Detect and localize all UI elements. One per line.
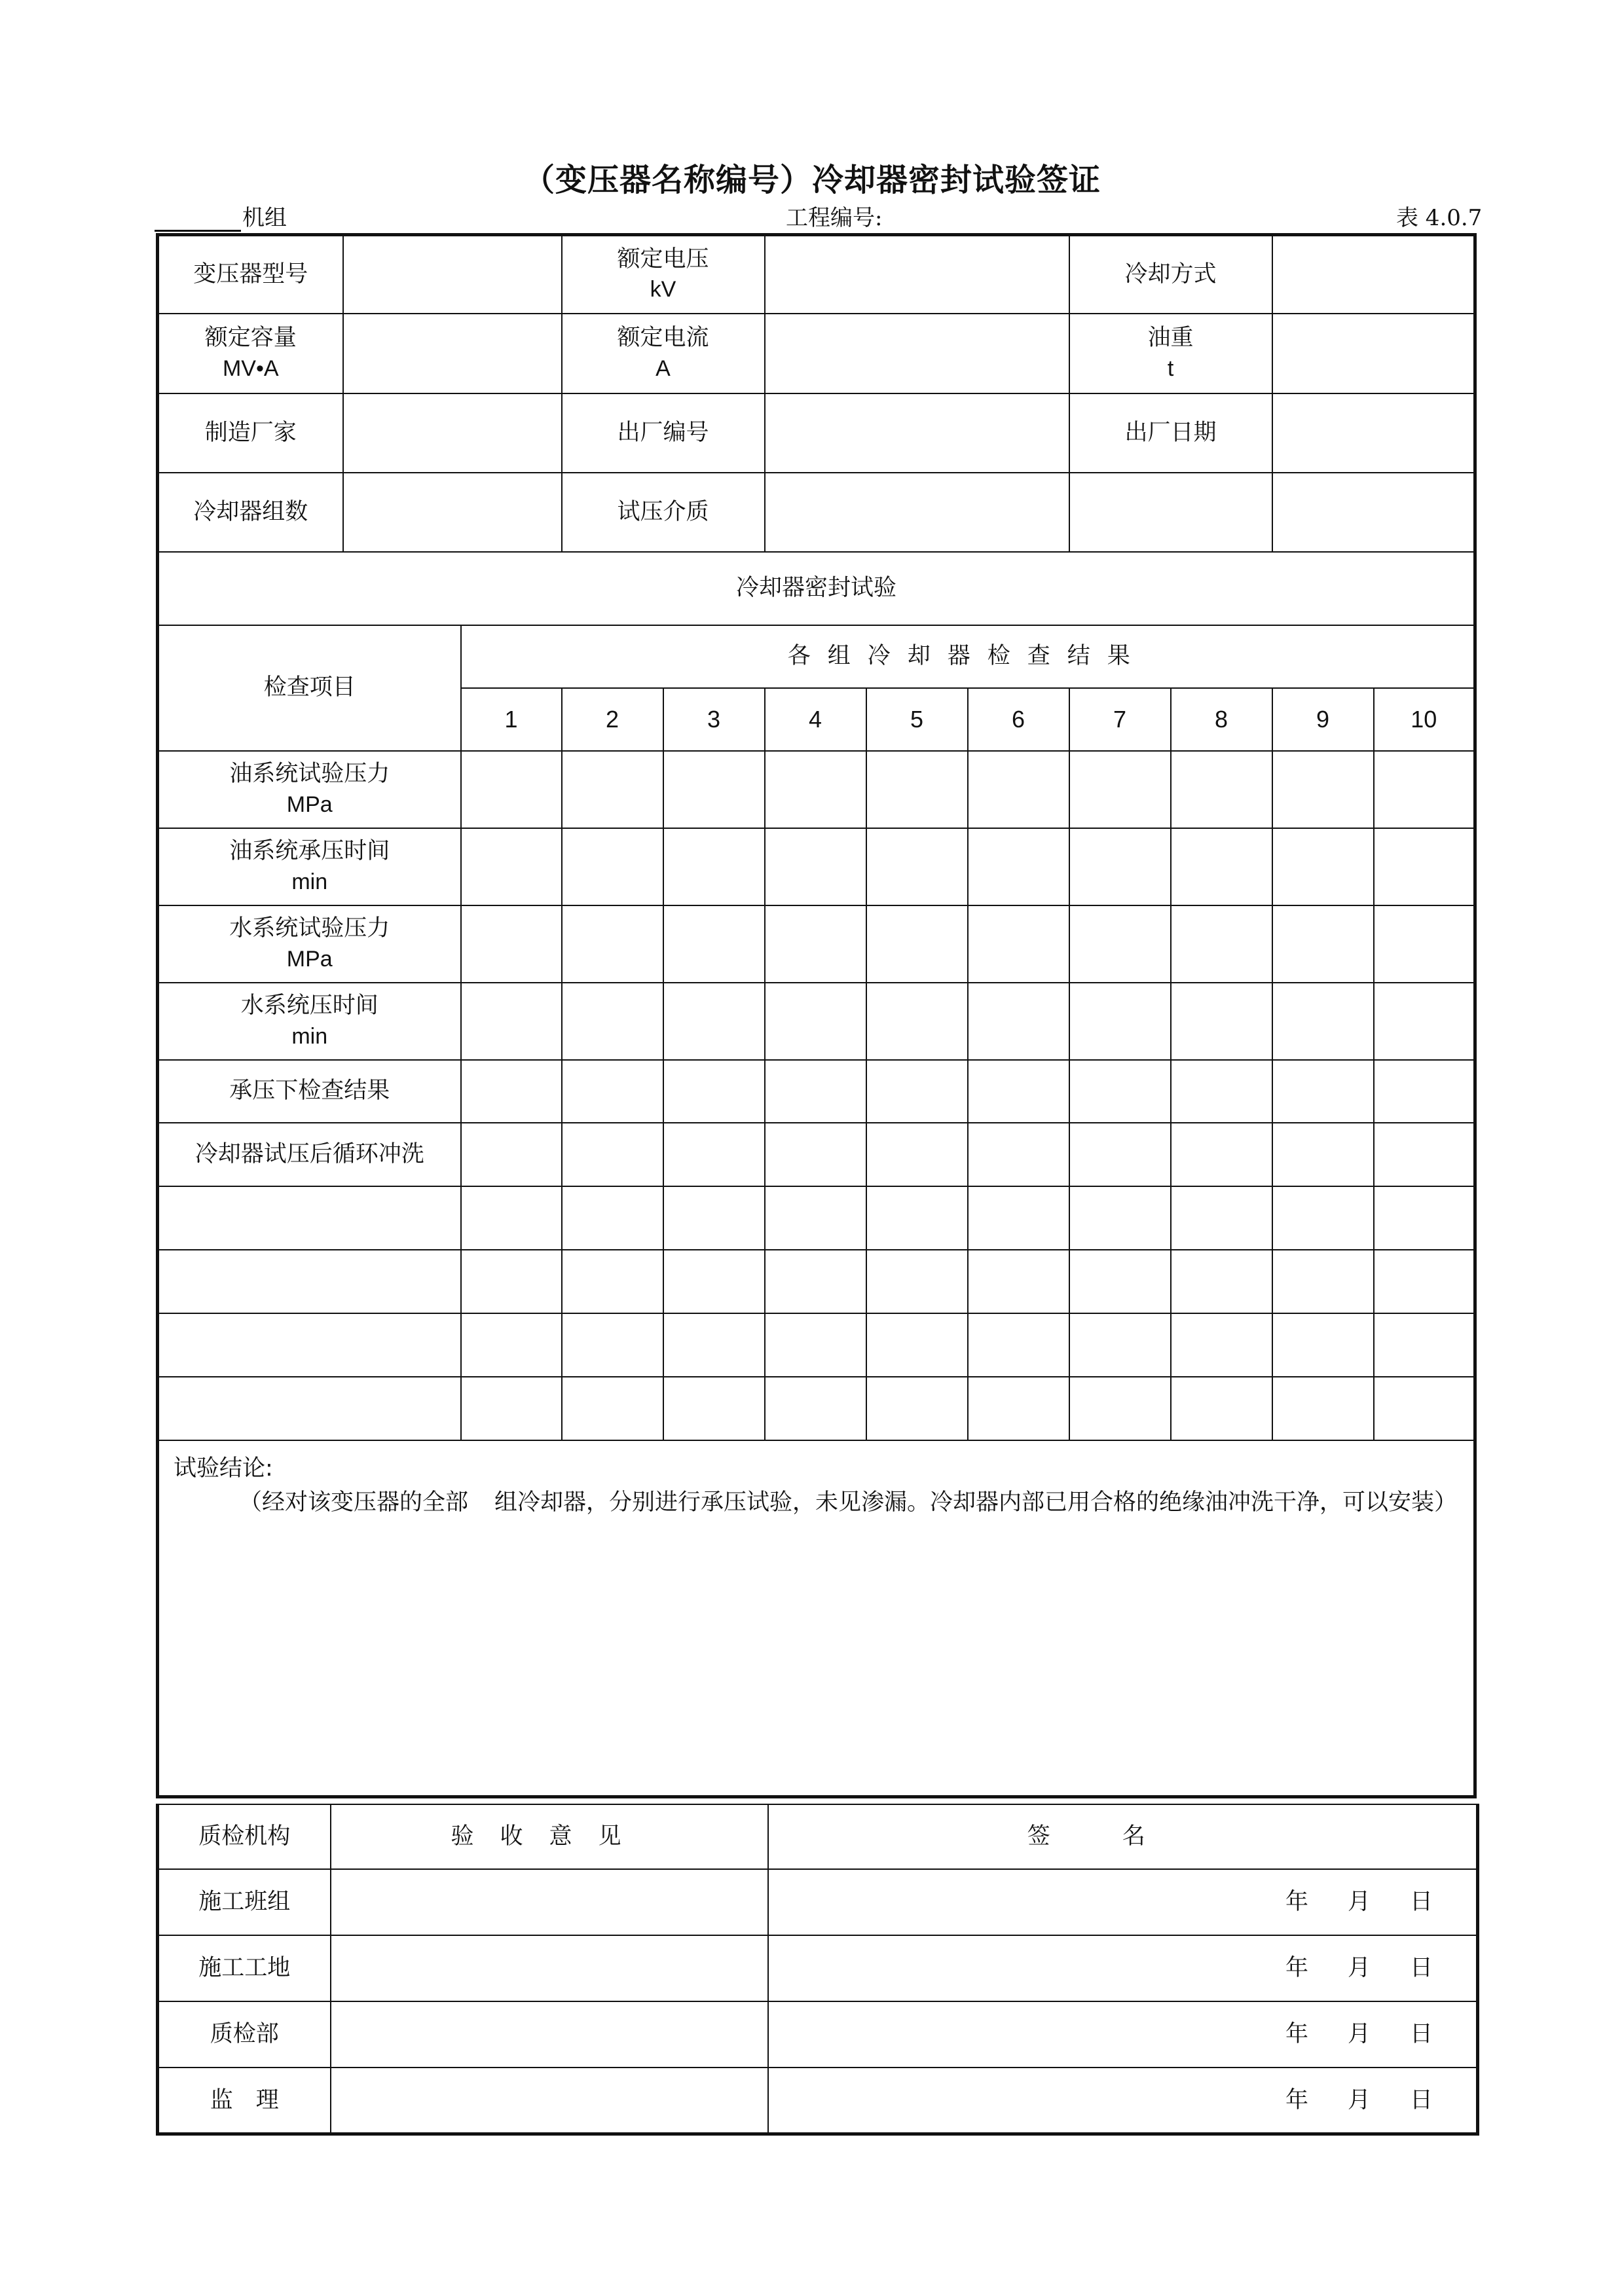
- result-cell[interactable]: [968, 1313, 1069, 1377]
- table-row: [158, 905, 1475, 983]
- row-label-text: 油系统承压时间: [229, 838, 390, 865]
- result-cell[interactable]: [562, 1060, 663, 1123]
- result-cell[interactable]: [562, 1313, 663, 1377]
- rated-voltage-unit: kV: [650, 277, 676, 302]
- result-cell[interactable]: [663, 1313, 765, 1377]
- rated-current-label: [562, 314, 765, 393]
- date-year: 年: [1285, 1889, 1308, 1916]
- table-row: [158, 1123, 1475, 1186]
- result-cell[interactable]: [562, 905, 663, 983]
- result-cell[interactable]: [461, 905, 562, 983]
- result-cell[interactable]: [1374, 905, 1475, 983]
- result-cell[interactable]: [461, 1377, 562, 1440]
- row-label-text: 水系统试验压力: [229, 915, 390, 942]
- result-cell[interactable]: [1272, 1377, 1374, 1440]
- signoff-row: [158, 1869, 1478, 1935]
- manufacture-date-value[interactable]: [1272, 393, 1475, 473]
- results-header-row: [158, 625, 1475, 688]
- result-cell[interactable]: [968, 983, 1069, 1060]
- unit-suffix: 机组: [242, 205, 287, 231]
- result-cell[interactable]: [663, 828, 765, 905]
- result-cell[interactable]: [1069, 1060, 1171, 1123]
- result-cell[interactable]: [663, 1123, 765, 1186]
- date-year: 年: [1285, 2086, 1308, 2113]
- info-row: [158, 473, 1475, 552]
- extra-cell[interactable]: [1272, 473, 1475, 552]
- opinion-cell[interactable]: [331, 1935, 768, 2001]
- row-label: 冷却器试压后循环冲洗: [158, 1123, 461, 1186]
- result-cell[interactable]: [1069, 1250, 1171, 1313]
- result-cell[interactable]: [1069, 828, 1171, 905]
- result-cell[interactable]: [461, 1250, 562, 1313]
- result-cell[interactable]: [1374, 828, 1475, 905]
- rated-capacity-label: [158, 314, 343, 393]
- check-item-header: 检查项目: [158, 625, 461, 751]
- row-label-text: 水系统压时间: [240, 993, 378, 1019]
- date-day: 日: [1409, 1955, 1433, 1982]
- result-cell[interactable]: [663, 1377, 765, 1440]
- result-cell[interactable]: [765, 1377, 866, 1440]
- conclusion-text-a: （经对该变压器的全部: [239, 1489, 469, 1516]
- result-cell[interactable]: [1171, 828, 1272, 905]
- result-cell[interactable]: [663, 983, 765, 1060]
- result-cell[interactable]: [1171, 1186, 1272, 1250]
- result-cell[interactable]: [1171, 751, 1272, 828]
- result-cell[interactable]: [562, 1377, 663, 1440]
- org-label: 监 理: [158, 2068, 331, 2134]
- result-cell[interactable]: [1374, 1313, 1475, 1377]
- conclusion-label: 试验结论:: [174, 1455, 273, 1482]
- conclusion-cell[interactable]: [158, 1440, 1475, 1797]
- result-cell[interactable]: [1171, 1377, 1272, 1440]
- result-cell[interactable]: [1272, 1250, 1374, 1313]
- result-cell[interactable]: [765, 1123, 866, 1186]
- result-cell[interactable]: [1069, 905, 1171, 983]
- result-cell[interactable]: [1272, 1123, 1374, 1186]
- result-cell[interactable]: [562, 1123, 663, 1186]
- opinion-cell[interactable]: [331, 1869, 768, 1935]
- result-cell[interactable]: [461, 1123, 562, 1186]
- transformer-model-value[interactable]: [343, 235, 562, 314]
- row-label: [158, 751, 461, 828]
- cooler-groups-value[interactable]: [343, 473, 562, 552]
- result-cell[interactable]: [1171, 905, 1272, 983]
- result-cell[interactable]: [461, 1186, 562, 1250]
- serial-no-label: 出厂编号: [562, 393, 765, 473]
- result-cell[interactable]: [765, 751, 866, 828]
- manufacturer-value[interactable]: [343, 393, 562, 473]
- column-number: 1: [461, 688, 562, 751]
- result-cell[interactable]: [663, 751, 765, 828]
- conclusion-row: [158, 1440, 1475, 1797]
- date-month: 月: [1347, 2021, 1371, 2048]
- row-label: [158, 983, 461, 1060]
- result-cell[interactable]: [866, 1186, 968, 1250]
- org-label: 施工班组: [158, 1869, 331, 1935]
- rated-current-value[interactable]: [765, 314, 1069, 393]
- oil-weight-label: [1069, 314, 1272, 393]
- result-cell[interactable]: [1171, 1060, 1272, 1123]
- result-cell[interactable]: [1374, 1123, 1475, 1186]
- info-row: [158, 314, 1475, 393]
- table-row-empty: [158, 1313, 1475, 1377]
- result-cell[interactable]: [663, 1060, 765, 1123]
- row-unit: MPa: [286, 792, 333, 817]
- row-label: 承压下检查结果: [158, 1060, 461, 1123]
- column-number: 4: [765, 688, 866, 751]
- table-row: [158, 983, 1475, 1060]
- result-cell[interactable]: [968, 1123, 1069, 1186]
- column-number: 8: [1171, 688, 1272, 751]
- signoff-row: [158, 2001, 1478, 2068]
- result-cell[interactable]: [1272, 905, 1374, 983]
- column-number: 6: [968, 688, 1069, 751]
- result-cell[interactable]: [663, 1250, 765, 1313]
- result-cell[interactable]: [1171, 1313, 1272, 1377]
- row-label: [158, 828, 461, 905]
- result-cell[interactable]: [1069, 1313, 1171, 1377]
- results-header: 各组冷却器检查结果: [461, 625, 1475, 688]
- result-cell[interactable]: [765, 1186, 866, 1250]
- signature-cell[interactable]: [768, 2001, 1478, 2068]
- result-cell[interactable]: [461, 751, 562, 828]
- info-row: [158, 393, 1475, 473]
- opinion-cell[interactable]: [331, 2001, 768, 2068]
- result-cell[interactable]: [562, 1186, 663, 1250]
- result-cell[interactable]: [866, 1313, 968, 1377]
- org-header: 质检机构: [158, 1804, 331, 1869]
- row-unit: min: [291, 869, 328, 894]
- result-cell[interactable]: [968, 828, 1069, 905]
- rated-current-unit: A: [655, 355, 671, 381]
- row-label-empty[interactable]: [158, 1377, 461, 1440]
- row-unit: MPa: [286, 946, 333, 972]
- signoff-row: [158, 2068, 1478, 2134]
- signoff-header-row: [158, 1804, 1478, 1869]
- result-cell[interactable]: [1374, 1377, 1475, 1440]
- row-label-empty[interactable]: [158, 1250, 461, 1313]
- date-day: 日: [1409, 1889, 1433, 1916]
- signature-cell[interactable]: [768, 2068, 1478, 2134]
- result-cell[interactable]: [765, 1060, 866, 1123]
- result-cell[interactable]: [1272, 1186, 1374, 1250]
- result-cell[interactable]: [1069, 1377, 1171, 1440]
- result-cell[interactable]: [968, 1377, 1069, 1440]
- result-cell[interactable]: [663, 905, 765, 983]
- result-cell[interactable]: [1171, 1250, 1272, 1313]
- result-cell[interactable]: [1171, 983, 1272, 1060]
- info-row: [158, 235, 1475, 314]
- result-cell[interactable]: [968, 1060, 1069, 1123]
- date-day: 日: [1409, 2086, 1433, 2113]
- result-cell[interactable]: [765, 828, 866, 905]
- row-label-empty[interactable]: [158, 1186, 461, 1250]
- conclusion-text-b: 组冷却器，分别进行承压试验，未见渗漏。冷却器内部已用合格的绝缘油冲洗干净，可以安装）: [494, 1489, 1458, 1516]
- date-year: 年: [1285, 1955, 1308, 1982]
- conclusion-text: [174, 1485, 1462, 1520]
- section-row: [158, 552, 1475, 625]
- signature-cell[interactable]: [768, 1869, 1478, 1935]
- row-label-empty[interactable]: [158, 1313, 461, 1377]
- table-row: [158, 751, 1475, 828]
- rated-capacity-unit: MV•A: [222, 355, 279, 381]
- manufacturer-label: 制造厂家: [158, 393, 343, 473]
- org-label: 质检部: [158, 2001, 331, 2068]
- rated-voltage-value[interactable]: [765, 235, 1069, 314]
- rated-voltage-label: [562, 235, 765, 314]
- transformer-model-label: 变压器型号: [158, 235, 343, 314]
- column-number: 9: [1272, 688, 1374, 751]
- result-cell[interactable]: [968, 1250, 1069, 1313]
- result-cell[interactable]: [1374, 1060, 1475, 1123]
- result-cell[interactable]: [866, 1123, 968, 1186]
- result-cell[interactable]: [562, 1250, 663, 1313]
- result-cell[interactable]: [461, 1060, 562, 1123]
- result-cell[interactable]: [461, 983, 562, 1060]
- table-row-empty: [158, 1377, 1475, 1440]
- opinion-header: 验收意见: [331, 1804, 768, 1869]
- unit-blank[interactable]: [155, 210, 241, 232]
- cooling-method-label: 冷却方式: [1069, 235, 1272, 314]
- org-label: 施工工地: [158, 1935, 331, 2001]
- rated-capacity-value[interactable]: [343, 314, 562, 393]
- result-cell[interactable]: [461, 1313, 562, 1377]
- table-row: [158, 1060, 1475, 1123]
- column-number: 3: [663, 688, 765, 751]
- manufacture-date-label: 出厂日期: [1069, 393, 1272, 473]
- result-cell[interactable]: [562, 983, 663, 1060]
- extra-cell[interactable]: [1069, 473, 1272, 552]
- oil-weight-value[interactable]: [1272, 314, 1475, 393]
- result-cell[interactable]: [1374, 751, 1475, 828]
- date-day: 日: [1409, 2021, 1433, 2048]
- result-cell[interactable]: [562, 828, 663, 905]
- result-cell[interactable]: [968, 751, 1069, 828]
- result-cell[interactable]: [1171, 1123, 1272, 1186]
- result-cell[interactable]: [866, 983, 968, 1060]
- rated-capacity-text: 额定容量: [204, 325, 297, 352]
- column-number: 10: [1374, 688, 1475, 751]
- result-cell[interactable]: [866, 828, 968, 905]
- signoff-row: [158, 1935, 1478, 2001]
- cooling-method-value[interactable]: [1272, 235, 1475, 314]
- result-cell[interactable]: [1272, 983, 1374, 1060]
- oil-weight-unit: t: [1167, 355, 1174, 381]
- result-cell[interactable]: [968, 1186, 1069, 1250]
- result-cell[interactable]: [1374, 1250, 1475, 1313]
- signature-header: 签名: [768, 1804, 1478, 1869]
- result-cell[interactable]: [866, 1060, 968, 1123]
- row-label-text: 油系统试验压力: [229, 761, 390, 788]
- result-cell[interactable]: [765, 1313, 866, 1377]
- result-cell[interactable]: [1272, 1313, 1374, 1377]
- result-cell[interactable]: [866, 1377, 968, 1440]
- row-unit: min: [291, 1023, 328, 1049]
- oil-weight-text: 油重: [1147, 325, 1194, 352]
- column-number: 7: [1069, 688, 1171, 751]
- test-medium-value[interactable]: [765, 473, 1069, 552]
- date-month: 月: [1347, 2086, 1371, 2113]
- rated-current-text: 额定电流: [617, 325, 709, 352]
- date-month: 月: [1347, 1955, 1371, 1982]
- result-cell[interactable]: [866, 905, 968, 983]
- result-cell[interactable]: [1272, 751, 1374, 828]
- row-label: [158, 905, 461, 983]
- result-cell[interactable]: [461, 828, 562, 905]
- result-cell[interactable]: [1272, 1060, 1374, 1123]
- result-cell[interactable]: [562, 751, 663, 828]
- table-number: 表 4.0.7: [1396, 205, 1483, 231]
- result-cell[interactable]: [1069, 983, 1171, 1060]
- result-cell[interactable]: [1069, 751, 1171, 828]
- result-cell[interactable]: [765, 905, 866, 983]
- result-cell[interactable]: [663, 1186, 765, 1250]
- result-cell[interactable]: [1069, 1186, 1171, 1250]
- section-title: 冷却器密封试验: [158, 552, 1475, 625]
- test-medium-label: 试压介质: [562, 473, 765, 552]
- column-number: 5: [866, 688, 968, 751]
- signoff-table: [156, 1804, 1479, 2136]
- result-cell[interactable]: [1069, 1123, 1171, 1186]
- table-row-empty: [158, 1250, 1475, 1313]
- result-cell[interactable]: [866, 751, 968, 828]
- cooler-groups-label: 冷却器组数: [158, 473, 343, 552]
- result-cell[interactable]: [968, 905, 1069, 983]
- result-cell[interactable]: [1374, 1186, 1475, 1250]
- project-no-label: 工程编号:: [786, 205, 883, 231]
- unit-field: [155, 200, 287, 232]
- result-cell[interactable]: [765, 983, 866, 1060]
- cooler-seal-test-table: [156, 233, 1477, 1798]
- result-cell[interactable]: [866, 1250, 968, 1313]
- table-row: [158, 828, 1475, 905]
- table-row-empty: [158, 1186, 1475, 1250]
- column-number: 2: [562, 688, 663, 751]
- rated-voltage-text: 额定电压: [617, 246, 709, 273]
- date-year: 年: [1285, 2021, 1308, 2048]
- page-title: （变压器名称编号）冷却器密封试验签证: [523, 162, 1101, 198]
- date-month: 月: [1347, 1889, 1371, 1916]
- result-cell[interactable]: [1272, 828, 1374, 905]
- serial-no-value[interactable]: [765, 393, 1069, 473]
- result-cell[interactable]: [1374, 983, 1475, 1060]
- signature-cell[interactable]: [768, 1935, 1478, 2001]
- opinion-cell[interactable]: [331, 2068, 768, 2134]
- result-cell[interactable]: [765, 1250, 866, 1313]
